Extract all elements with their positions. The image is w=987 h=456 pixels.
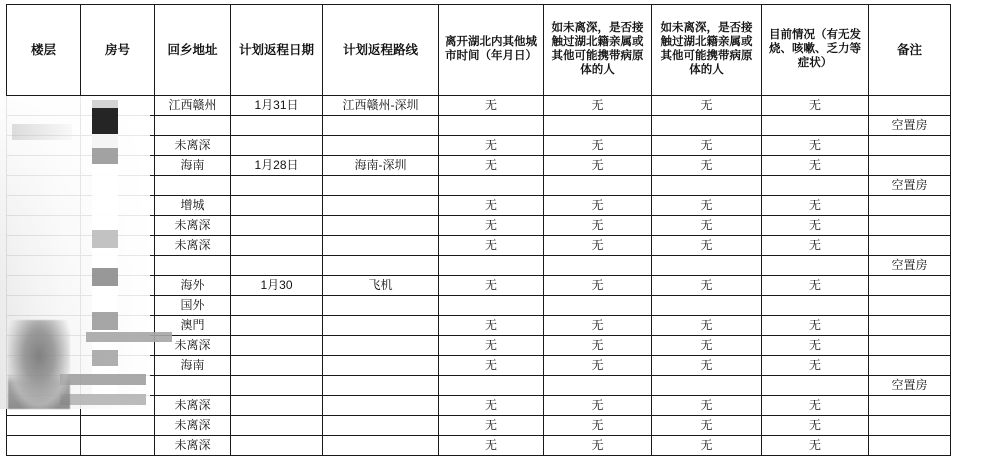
cell-return-date <box>231 396 323 416</box>
header-route: 计划返程路线 <box>323 5 439 96</box>
cell-remark <box>869 436 951 456</box>
cell-contact-hubei-2 <box>652 116 762 136</box>
cell-contact-hubei-1: 无 <box>544 276 652 296</box>
cell-room <box>81 336 155 356</box>
cell-contact-hubei-2 <box>652 256 762 276</box>
table-row <box>7 436 951 456</box>
cell-remark: 空置房 <box>869 256 951 276</box>
cell-floor <box>7 316 81 336</box>
cell-route: 江西赣州-深圳 <box>323 96 439 116</box>
cell-floor <box>7 256 81 276</box>
cell-route <box>323 236 439 256</box>
cell-leave-hubei-time: 无 <box>439 396 544 416</box>
cell-room <box>81 96 155 116</box>
cell-remark <box>869 316 951 336</box>
cell-remark <box>869 296 951 316</box>
cell-contact-hubei-2: 无 <box>652 336 762 356</box>
table-row <box>7 356 951 376</box>
cell-remark <box>869 96 951 116</box>
cell-contact-hubei-1: 无 <box>544 196 652 216</box>
table-row <box>7 136 951 156</box>
cell-current-status <box>762 256 869 276</box>
cell-route <box>323 116 439 136</box>
cell-hometown: 未离深 <box>155 236 231 256</box>
cell-return-date <box>231 136 323 156</box>
table-row <box>7 396 951 416</box>
cell-hometown: 未离深 <box>155 416 231 436</box>
header-remark: 备注 <box>869 5 951 96</box>
cell-hometown <box>155 376 231 396</box>
cell-contact-hubei-2: 无 <box>652 356 762 376</box>
cell-current-status: 无 <box>762 236 869 256</box>
cell-contact-hubei-1: 无 <box>544 156 652 176</box>
cell-room <box>81 216 155 236</box>
cell-leave-hubei-time: 无 <box>439 216 544 236</box>
cell-contact-hubei-2: 无 <box>652 196 762 216</box>
cell-route <box>323 196 439 216</box>
table-row <box>7 316 951 336</box>
cell-hometown <box>155 116 231 136</box>
residents-survey-table <box>6 4 951 456</box>
cell-route <box>323 136 439 156</box>
cell-current-status <box>762 376 869 396</box>
cell-current-status <box>762 176 869 196</box>
table-row <box>7 276 951 296</box>
cell-floor <box>7 116 81 136</box>
cell-room <box>81 356 155 376</box>
header-room: 房号 <box>81 5 155 96</box>
cell-hometown <box>155 256 231 276</box>
cell-contact-hubei-2: 无 <box>652 156 762 176</box>
cell-contact-hubei-1: 无 <box>544 336 652 356</box>
cell-contact-hubei-2: 无 <box>652 236 762 256</box>
cell-floor <box>7 96 81 116</box>
table-row <box>7 236 951 256</box>
cell-remark <box>869 156 951 176</box>
cell-room <box>81 436 155 456</box>
cell-remark <box>869 136 951 156</box>
cell-hometown: 未离深 <box>155 396 231 416</box>
table-header-row <box>7 5 951 96</box>
cell-return-date <box>231 176 323 196</box>
cell-hometown: 未离深 <box>155 436 231 456</box>
cell-floor <box>7 356 81 376</box>
cell-route: 海南-深圳 <box>323 156 439 176</box>
cell-current-status: 无 <box>762 416 869 436</box>
cell-contact-hubei-2: 无 <box>652 316 762 336</box>
cell-current-status: 无 <box>762 336 869 356</box>
cell-contact-hubei-1: 无 <box>544 236 652 256</box>
cell-leave-hubei-time: 无 <box>439 436 544 456</box>
header-contact-hubei-2: 如未离深，是否接触过湖北籍亲属或其他可能携带病原体的人 <box>652 5 762 96</box>
cell-contact-hubei-2 <box>652 376 762 396</box>
cell-current-status: 无 <box>762 316 869 336</box>
cell-leave-hubei-time <box>439 116 544 136</box>
cell-return-date <box>231 376 323 396</box>
cell-leave-hubei-time: 无 <box>439 136 544 156</box>
cell-route <box>323 296 439 316</box>
cell-route <box>323 256 439 276</box>
table-row <box>7 176 951 196</box>
cell-current-status: 无 <box>762 436 869 456</box>
cell-floor <box>7 436 81 456</box>
cell-remark: 空置房 <box>869 176 951 196</box>
cell-contact-hubei-2: 无 <box>652 136 762 156</box>
cell-route <box>323 416 439 436</box>
cell-floor <box>7 416 81 436</box>
cell-current-status: 无 <box>762 356 869 376</box>
cell-hometown: 海南 <box>155 156 231 176</box>
cell-contact-hubei-1: 无 <box>544 396 652 416</box>
cell-contact-hubei-1: 无 <box>544 436 652 456</box>
cell-room <box>81 116 155 136</box>
table-body <box>7 96 951 456</box>
cell-leave-hubei-time: 无 <box>439 276 544 296</box>
cell-return-date: 1月31日 <box>231 96 323 116</box>
cell-route <box>323 436 439 456</box>
cell-floor <box>7 376 81 396</box>
cell-contact-hubei-1: 无 <box>544 416 652 436</box>
cell-room <box>81 156 155 176</box>
cell-room <box>81 236 155 256</box>
cell-room <box>81 276 155 296</box>
cell-room <box>81 316 155 336</box>
cell-return-date <box>231 256 323 276</box>
cell-contact-hubei-1 <box>544 296 652 316</box>
cell-hometown: 澳門 <box>155 316 231 336</box>
cell-route <box>323 216 439 236</box>
cell-floor <box>7 156 81 176</box>
cell-room <box>81 176 155 196</box>
cell-floor <box>7 296 81 316</box>
header-leave-hubei-time: 离开湖北内其他城市时间（年月日） <box>439 5 544 96</box>
cell-route <box>323 396 439 416</box>
cell-return-date <box>231 316 323 336</box>
cell-route <box>323 376 439 396</box>
cell-current-status <box>762 116 869 136</box>
cell-hometown: 未离深 <box>155 136 231 156</box>
cell-return-date <box>231 236 323 256</box>
cell-return-date <box>231 116 323 136</box>
cell-contact-hubei-1 <box>544 256 652 276</box>
cell-route <box>323 316 439 336</box>
cell-contact-hubei-1 <box>544 116 652 136</box>
cell-return-date <box>231 196 323 216</box>
cell-contact-hubei-2: 无 <box>652 276 762 296</box>
cell-floor <box>7 336 81 356</box>
cell-leave-hubei-time <box>439 176 544 196</box>
cell-remark <box>869 396 951 416</box>
table-row <box>7 216 951 236</box>
cell-return-date <box>231 216 323 236</box>
cell-current-status: 无 <box>762 396 869 416</box>
header-floor: 楼层 <box>7 5 81 96</box>
cell-hometown: 江西赣州 <box>155 96 231 116</box>
cell-remark <box>869 196 951 216</box>
cell-route <box>323 336 439 356</box>
cell-current-status: 无 <box>762 276 869 296</box>
cell-current-status: 无 <box>762 156 869 176</box>
table-row <box>7 156 951 176</box>
cell-leave-hubei-time: 无 <box>439 96 544 116</box>
cell-return-date <box>231 416 323 436</box>
cell-route <box>323 356 439 376</box>
cell-room <box>81 256 155 276</box>
cell-contact-hubei-2: 无 <box>652 96 762 116</box>
cell-contact-hubei-1: 无 <box>544 136 652 156</box>
cell-route: 飞机 <box>323 276 439 296</box>
cell-room <box>81 396 155 416</box>
cell-return-date <box>231 296 323 316</box>
cell-remark <box>869 216 951 236</box>
table-row <box>7 296 951 316</box>
cell-floor <box>7 396 81 416</box>
cell-leave-hubei-time: 无 <box>439 236 544 256</box>
cell-contact-hubei-1 <box>544 376 652 396</box>
table-row <box>7 376 951 396</box>
cell-room <box>81 196 155 216</box>
cell-current-status: 无 <box>762 96 869 116</box>
cell-remark <box>869 356 951 376</box>
cell-leave-hubei-time <box>439 296 544 316</box>
cell-hometown: 增城 <box>155 196 231 216</box>
cell-leave-hubei-time: 无 <box>439 196 544 216</box>
cell-leave-hubei-time: 无 <box>439 416 544 436</box>
cell-hometown <box>155 176 231 196</box>
cell-contact-hubei-2: 无 <box>652 396 762 416</box>
table-row <box>7 196 951 216</box>
cell-return-date: 1月28日 <box>231 156 323 176</box>
cell-remark: 空置房 <box>869 116 951 136</box>
cell-return-date <box>231 356 323 376</box>
cell-contact-hubei-1 <box>544 176 652 196</box>
cell-return-date <box>231 336 323 356</box>
cell-room <box>81 296 155 316</box>
table-row <box>7 96 951 116</box>
cell-contact-hubei-1: 无 <box>544 216 652 236</box>
cell-floor <box>7 136 81 156</box>
cell-contact-hubei-2 <box>652 176 762 196</box>
cell-leave-hubei-time <box>439 256 544 276</box>
cell-contact-hubei-1: 无 <box>544 356 652 376</box>
cell-floor <box>7 196 81 216</box>
cell-leave-hubei-time: 无 <box>439 156 544 176</box>
cell-current-status: 无 <box>762 196 869 216</box>
cell-room <box>81 416 155 436</box>
cell-return-date: 1月30 <box>231 276 323 296</box>
cell-route <box>323 176 439 196</box>
cell-remark <box>869 336 951 356</box>
cell-contact-hubei-2 <box>652 296 762 316</box>
table-row <box>7 336 951 356</box>
cell-hometown: 海外 <box>155 276 231 296</box>
cell-floor <box>7 176 81 196</box>
cell-remark: 空置房 <box>869 376 951 396</box>
cell-floor <box>7 236 81 256</box>
cell-current-status: 无 <box>762 216 869 236</box>
cell-room <box>81 136 155 156</box>
cell-hometown: 未离深 <box>155 216 231 236</box>
cell-floor <box>7 216 81 236</box>
cell-hometown: 国外 <box>155 296 231 316</box>
cell-leave-hubei-time: 无 <box>439 336 544 356</box>
table-row <box>7 256 951 276</box>
cell-current-status: 无 <box>762 136 869 156</box>
header-current-status: 目前情况（有无发烧、咳嗽、乏力等症状） <box>762 5 869 96</box>
cell-room <box>81 376 155 396</box>
cell-hometown: 海南 <box>155 356 231 376</box>
cell-hometown: 未离深 <box>155 336 231 356</box>
cell-contact-hubei-2: 无 <box>652 216 762 236</box>
cell-contact-hubei-2: 无 <box>652 416 762 436</box>
header-return-date: 计划返程日期 <box>231 5 323 96</box>
table-row <box>7 416 951 436</box>
cell-contact-hubei-1: 无 <box>544 96 652 116</box>
cell-leave-hubei-time: 无 <box>439 356 544 376</box>
cell-current-status <box>762 296 869 316</box>
cell-contact-hubei-1: 无 <box>544 316 652 336</box>
header-hometown: 回乡地址 <box>155 5 231 96</box>
cell-remark <box>869 276 951 296</box>
cell-floor <box>7 276 81 296</box>
table-row <box>7 116 951 136</box>
cell-remark <box>869 236 951 256</box>
cell-leave-hubei-time <box>439 376 544 396</box>
cell-return-date <box>231 436 323 456</box>
cell-leave-hubei-time: 无 <box>439 316 544 336</box>
header-contact-hubei-1: 如未离深，是否接触过湖北籍亲属或其他可能携带病原体的人 <box>544 5 652 96</box>
cell-contact-hubei-2: 无 <box>652 436 762 456</box>
cell-remark <box>869 416 951 436</box>
